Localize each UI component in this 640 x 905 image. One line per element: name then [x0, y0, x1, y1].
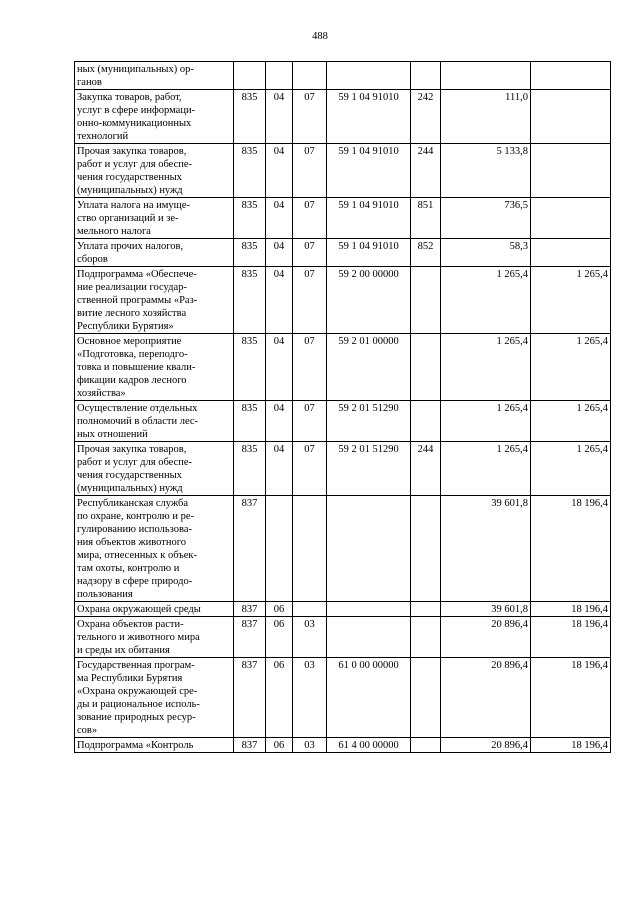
amount-cell: 736,5 [441, 198, 531, 239]
target-article-cell: 59 2 01 00000 [327, 334, 411, 401]
table-body [75, 62, 611, 753]
amount-cell: 1 265,4 [531, 334, 611, 401]
subsection-code-cell: 07 [293, 239, 327, 267]
amount-cell: 18 196,4 [531, 738, 611, 753]
expense-type-cell [411, 617, 441, 658]
subsection-code-cell: 07 [293, 334, 327, 401]
target-article-cell: 61 0 00 00000 [327, 658, 411, 738]
expense-type-cell [411, 658, 441, 738]
section-code-cell: 06 [266, 617, 293, 658]
amount-cell: 1 265,4 [441, 334, 531, 401]
subsection-code-cell [293, 62, 327, 90]
expense-type-cell [411, 62, 441, 90]
amount-cell [531, 239, 611, 267]
expense-type-cell: 244 [411, 442, 441, 496]
ministry-code-cell: 837 [234, 738, 266, 753]
subsection-code-cell: 07 [293, 144, 327, 198]
section-code-cell: 04 [266, 442, 293, 496]
subsection-code-cell: 07 [293, 401, 327, 442]
table-row [75, 496, 611, 602]
ministry-code-cell: 835 [234, 267, 266, 334]
ministry-code-cell: 837 [234, 602, 266, 617]
ministry-code-cell: 835 [234, 144, 266, 198]
item-name-cell: Уплата налога на имуще- ство организаций и зе- мельного налога [75, 198, 234, 239]
section-code-cell: 04 [266, 144, 293, 198]
expense-type-cell: 851 [411, 198, 441, 239]
item-name-cell: Охрана окружающей среды [75, 602, 234, 617]
amount-cell: 1 265,4 [531, 442, 611, 496]
table-row [75, 198, 611, 239]
item-name-cell: Основное мероприятие «Подготовка, переподго- товка и повышение квали- фикации кадров лесного хозяйства» [75, 334, 234, 401]
item-name-cell: Государственная програм- ма Республики Бурятия «Охрана окружающей сре- ды и рациональное исполь- зование природных ресур- сов» [75, 658, 234, 738]
section-code-cell: 04 [266, 90, 293, 144]
target-article-cell: 59 2 01 51290 [327, 442, 411, 496]
amount-cell: 20 896,4 [441, 658, 531, 738]
table-row [75, 401, 611, 442]
table-row [75, 62, 611, 90]
ministry-code-cell: 837 [234, 617, 266, 658]
section-code-cell [266, 62, 293, 90]
item-name-cell: Подпрограмма «Контроль [75, 738, 234, 753]
amount-cell: 39 601,8 [441, 496, 531, 602]
target-article-cell: 59 1 04 91010 [327, 90, 411, 144]
target-article-cell: 59 2 01 51290 [327, 401, 411, 442]
subsection-code-cell: 07 [293, 198, 327, 239]
item-name-cell: Подпрограмма «Обеспече- ние реализации государ- ственной программы «Раз- витие лесного хозяйства Республики Бурятия» [75, 267, 234, 334]
amount-cell: 18 196,4 [531, 617, 611, 658]
item-name-cell: Охрана объектов расти- тельного и животного мира и среды их обитания [75, 617, 234, 658]
amount-cell: 18 196,4 [531, 658, 611, 738]
item-name-cell: ных (муниципальных) ор- ганов [75, 62, 234, 90]
section-code-cell: 06 [266, 602, 293, 617]
ministry-code-cell: 835 [234, 334, 266, 401]
table-row [75, 267, 611, 334]
budget-table [74, 61, 611, 753]
amount-cell: 5 133,8 [441, 144, 531, 198]
ministry-code-cell: 835 [234, 198, 266, 239]
amount-cell: 1 265,4 [441, 442, 531, 496]
amount-cell: 39 601,8 [441, 602, 531, 617]
ministry-code-cell: 835 [234, 239, 266, 267]
section-code-cell: 04 [266, 198, 293, 239]
amount-cell [531, 90, 611, 144]
target-article-cell: 59 1 04 91010 [327, 198, 411, 239]
subsection-code-cell [293, 602, 327, 617]
subsection-code-cell: 03 [293, 617, 327, 658]
target-article-cell: 59 1 04 91010 [327, 144, 411, 198]
target-article-cell [327, 602, 411, 617]
target-article-cell [327, 62, 411, 90]
section-code-cell: 04 [266, 401, 293, 442]
amount-cell [531, 62, 611, 90]
subsection-code-cell: 03 [293, 738, 327, 753]
ministry-code-cell: 837 [234, 658, 266, 738]
amount-cell: 1 265,4 [531, 401, 611, 442]
subsection-code-cell: 07 [293, 267, 327, 334]
item-name-cell: Закупка товаров, работ, услуг в сфере информаци- онно-коммуникационных технологий [75, 90, 234, 144]
section-code-cell: 04 [266, 239, 293, 267]
item-name-cell: Прочая закупка товаров, работ и услуг для обеспе- чения государственных (муниципальных) нужд [75, 144, 234, 198]
amount-cell: 1 265,4 [441, 401, 531, 442]
ministry-code-cell [234, 62, 266, 90]
target-article-cell: 59 2 00 00000 [327, 267, 411, 334]
ministry-code-cell: 835 [234, 442, 266, 496]
subsection-code-cell: 07 [293, 90, 327, 144]
subsection-code-cell: 03 [293, 658, 327, 738]
table-row [75, 90, 611, 144]
expense-type-cell: 242 [411, 90, 441, 144]
subsection-code-cell: 07 [293, 442, 327, 496]
table-row [75, 334, 611, 401]
section-code-cell: 06 [266, 658, 293, 738]
section-code-cell [266, 496, 293, 602]
amount-cell [531, 144, 611, 198]
item-name-cell: Осуществление отдельных полномочий в области лес- ных отношений [75, 401, 234, 442]
amount-cell: 20 896,4 [441, 617, 531, 658]
target-article-cell: 61 4 00 00000 [327, 738, 411, 753]
item-name-cell: Уплата прочих налогов, сборов [75, 239, 234, 267]
expense-type-cell [411, 334, 441, 401]
item-name-cell: Прочая закупка товаров, работ и услуг для обеспе- чения государственных (муниципальных) нужд [75, 442, 234, 496]
expense-type-cell [411, 602, 441, 617]
target-article-cell [327, 496, 411, 602]
subsection-code-cell [293, 496, 327, 602]
table-row [75, 617, 611, 658]
page-number: 488 [312, 31, 328, 42]
expense-type-cell [411, 496, 441, 602]
table-row [75, 442, 611, 496]
section-code-cell: 04 [266, 267, 293, 334]
item-name-cell: Республиканская служба по охране, контролю и ре- гулированию использова- ния объектов животного мира, отнесенных к объек- там охоты, контролю и надзору в сфере природо- пользования [75, 496, 234, 602]
expense-type-cell: 852 [411, 239, 441, 267]
ministry-code-cell: 835 [234, 90, 266, 144]
table-row [75, 658, 611, 738]
section-code-cell: 04 [266, 334, 293, 401]
target-article-cell [327, 617, 411, 658]
ministry-code-cell: 837 [234, 496, 266, 602]
amount-cell: 111,0 [441, 90, 531, 144]
expense-type-cell: 244 [411, 144, 441, 198]
table-row [75, 239, 611, 267]
amount-cell: 18 196,4 [531, 602, 611, 617]
amount-cell [441, 62, 531, 90]
table-row [75, 602, 611, 617]
table-row [75, 144, 611, 198]
amount-cell: 1 265,4 [531, 267, 611, 334]
target-article-cell: 59 1 04 91010 [327, 239, 411, 267]
section-code-cell: 06 [266, 738, 293, 753]
amount-cell: 58,3 [441, 239, 531, 267]
expense-type-cell [411, 267, 441, 334]
expense-type-cell [411, 401, 441, 442]
ministry-code-cell: 835 [234, 401, 266, 442]
amount-cell: 1 265,4 [441, 267, 531, 334]
expense-type-cell [411, 738, 441, 753]
amount-cell [531, 198, 611, 239]
amount-cell: 18 196,4 [531, 496, 611, 602]
table-row [75, 738, 611, 753]
amount-cell: 20 896,4 [441, 738, 531, 753]
